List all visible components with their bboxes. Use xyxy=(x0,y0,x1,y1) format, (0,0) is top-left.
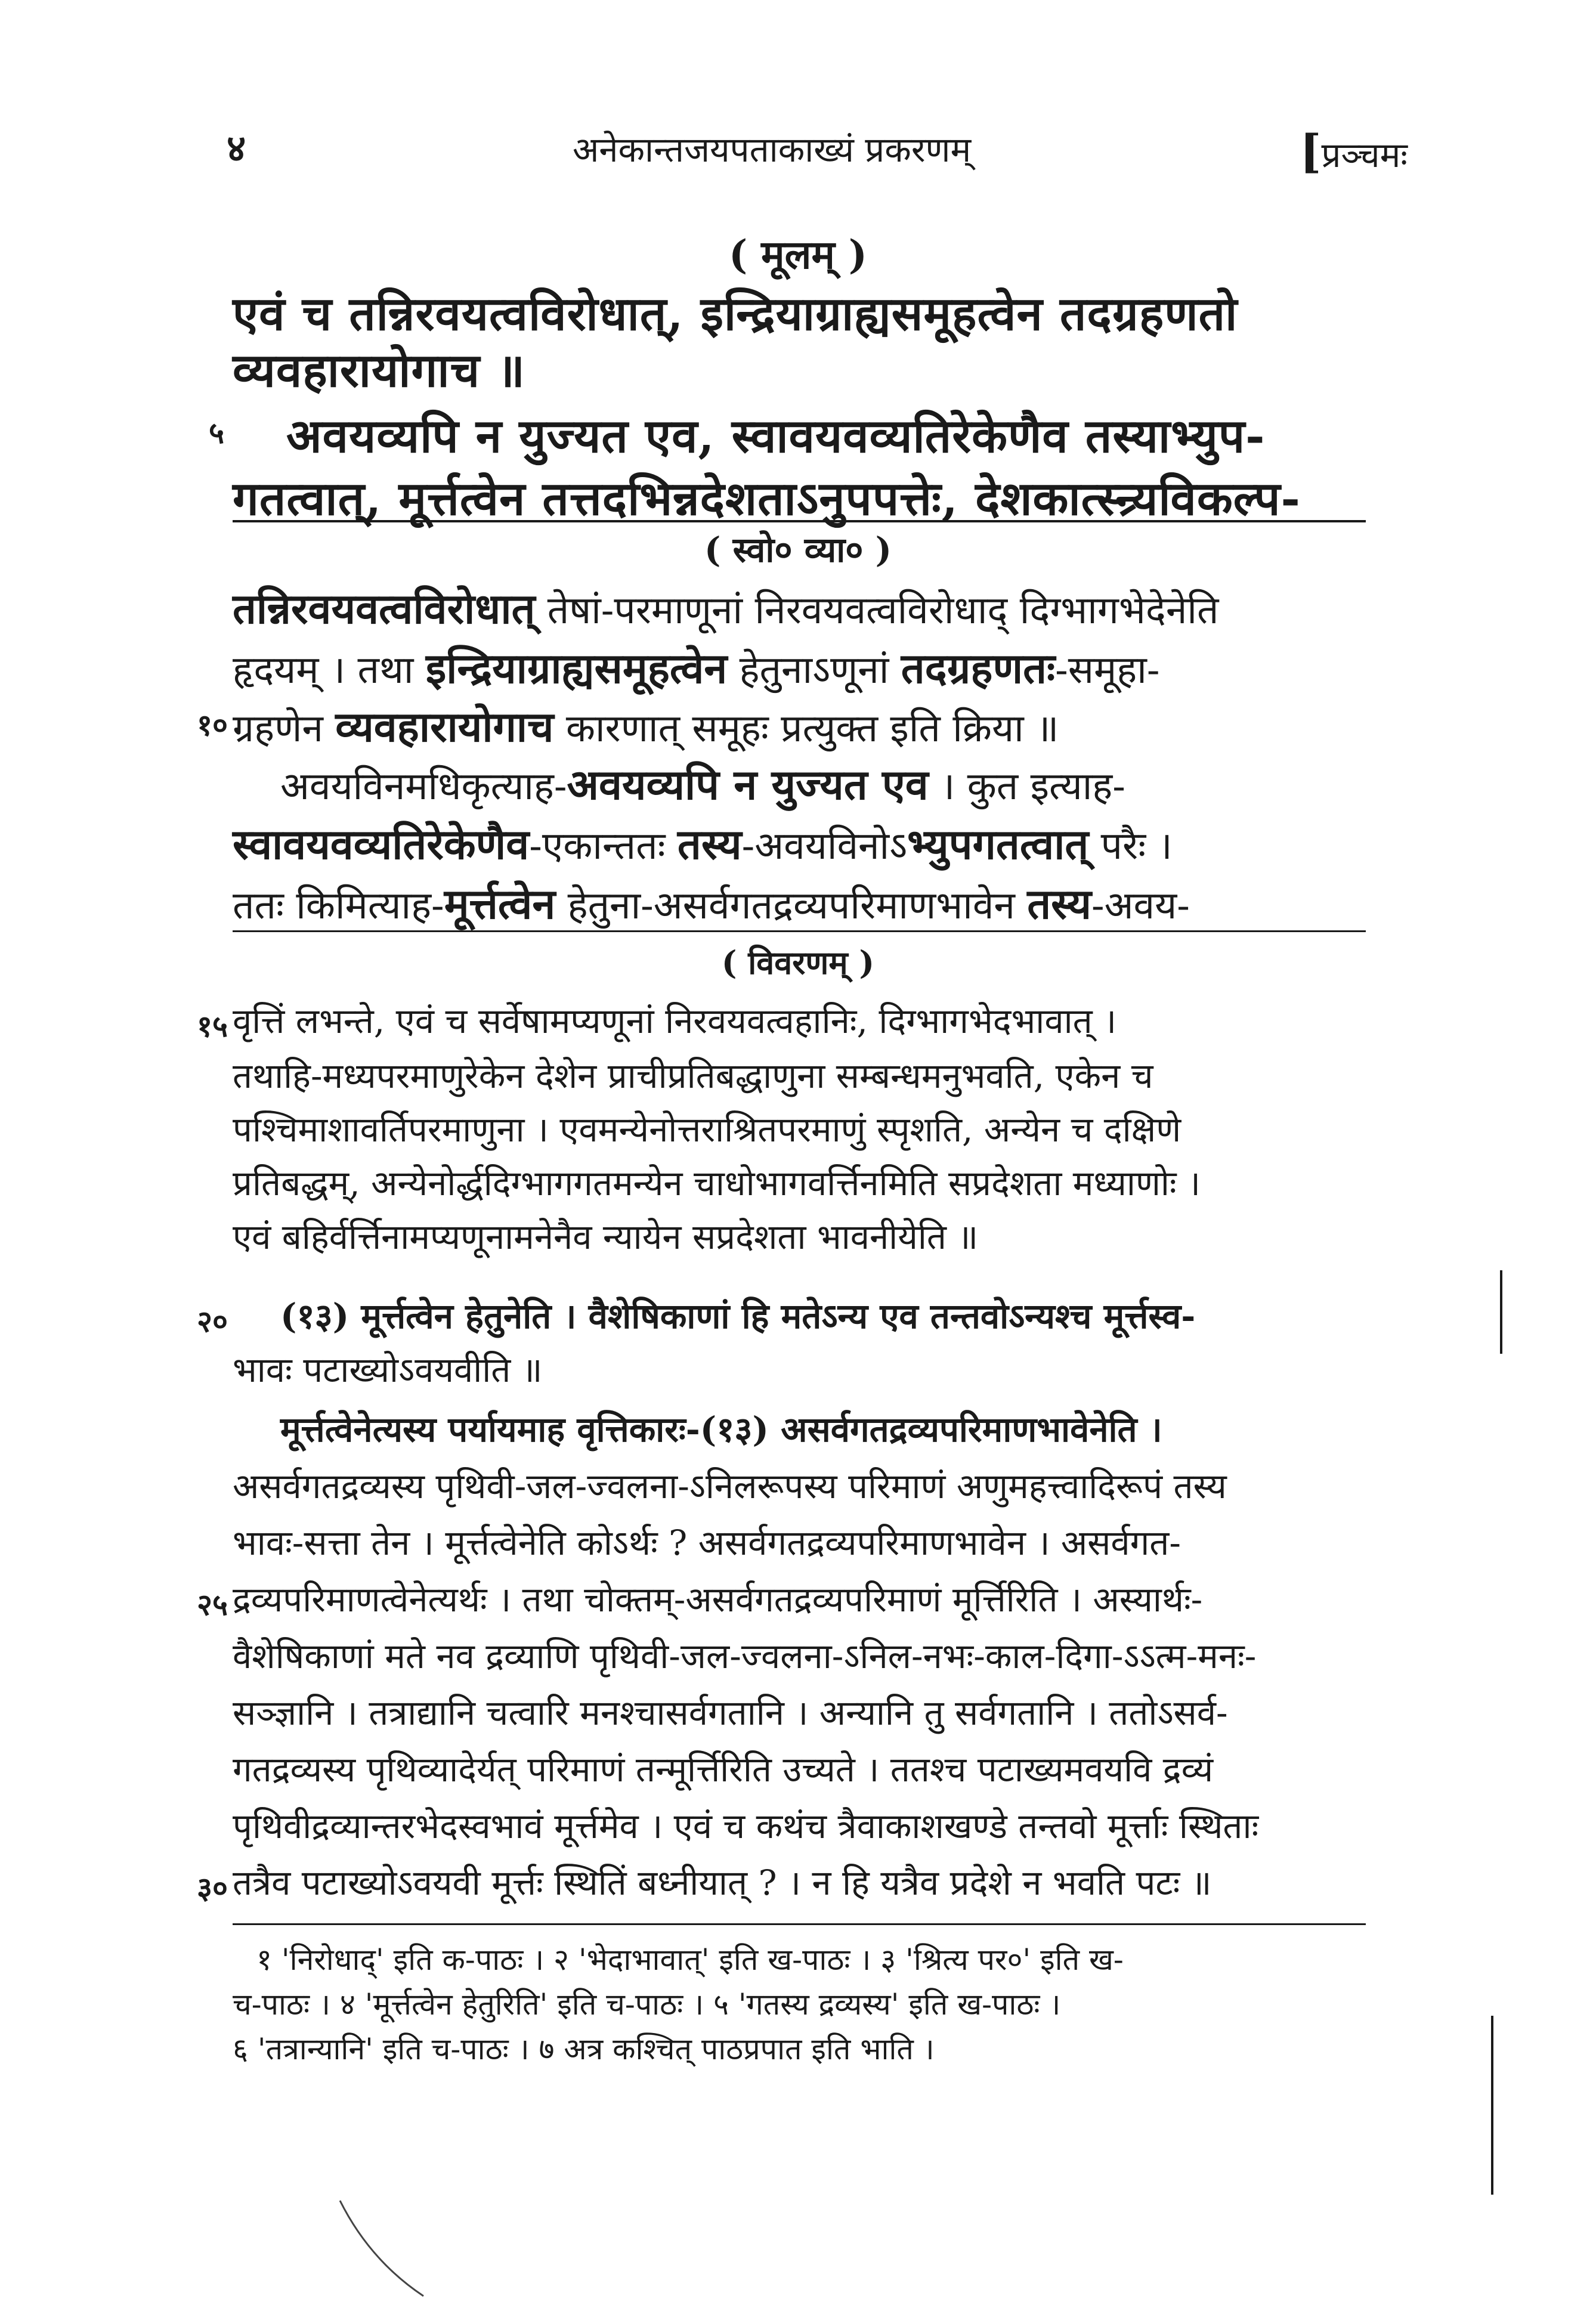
comm-5-c: तस्य xyxy=(677,819,742,869)
line-number-25: २५ xyxy=(197,1587,228,1622)
page-number: ४ xyxy=(227,126,246,170)
viv-line-10: भावः-सत्ता तेन । मूर्त्तत्वेनेति कोऽर्थः ? असर्वगतद्रव्यपरिमाणभावेन । असर्वगत- xyxy=(233,1523,1181,1563)
line-number-15: १५ xyxy=(197,1008,228,1044)
mula-line-2: व्यवहारायोगाच ॥ xyxy=(233,344,525,398)
comm-2-e: -समूहा- xyxy=(1055,648,1160,692)
line-number-20: २० xyxy=(197,1304,228,1339)
comm-5-f: परैः । xyxy=(1088,824,1173,868)
comm-6-a: ततः किमित्याह- xyxy=(233,884,444,928)
comm-6-e: -अवय- xyxy=(1091,884,1190,928)
comm-4-a: अवयविनमधिकृत्याह- xyxy=(280,765,567,809)
comm-5-e: भ्युपगतत्वात् xyxy=(907,819,1089,869)
viv-line-3: पश्चिमाशावर्तिपरमाणुना । एवमन्येनोत्तराश्रितपरमाणुं स्पृशति, अन्येन च दक्षिणे xyxy=(233,1109,1181,1150)
comm-5-b: -एकान्ततः xyxy=(529,824,678,868)
comm-line-4 xyxy=(280,754,1125,812)
running-title: अनेकान्तजयपताकाख्यं प्रकरणम् xyxy=(573,129,972,170)
viv-line-4: प्रतिबद्धम्, अन्येनोर्द्धदिग्भागगतमन्येन चाधोभागवर्त्तिनमिति सप्रदेशता मध्याणोः । xyxy=(233,1163,1201,1203)
comm-6-b: मूर्त्तत्वेन xyxy=(444,879,556,929)
comm-1-bold: तन्निरवयवत्वविरोधात् xyxy=(233,584,536,633)
comm-line-2 xyxy=(233,638,1159,695)
margin-mark-lower xyxy=(1491,2016,1493,2195)
comm-6-d: तस्य xyxy=(1027,879,1091,929)
viv-line-9: असर्वगतद्रव्यस्य पृथिवी-जल-ज्वलना-ऽनिलरूपस्य परिमाणं अणुमहत्त्वादिरूपं तस्य xyxy=(233,1466,1227,1506)
viv-line-11: द्रव्यपरिमाणत्वेनेत्यर्थः । तथा चोक्तम्-असर्वगतद्रव्यपरिमाणं मूर्त्तिरिति । अस्यार्थः- xyxy=(233,1579,1203,1620)
running-header xyxy=(227,122,1408,176)
section-label xyxy=(1300,125,1408,178)
viv-line-8: मूर्त्तत्वेनेत्यस्य पर्यायमाह वृत्तिकारः-(१३) असर्वगतद्रव्यपरिमाणभावेनेति । xyxy=(280,1409,1162,1450)
comm-2-a: हृदयम् । तथा xyxy=(233,648,426,692)
comm-3-c: कारणात् समूहः प्रत्युक्त इति क्रिया ॥ xyxy=(553,707,1059,751)
margin-mark-upper xyxy=(1500,1270,1502,1354)
viv-line-12: वैशेषिकाणां मते नव द्रव्याणि पृथिवी-जल-ज्वलना-ऽनिल-नभः-काल-दिगा-ऽऽत्म-मनः- xyxy=(233,1636,1257,1676)
footnote-rule xyxy=(233,1923,1366,1925)
viv-line-15: पृथिवीद्रव्यान्तरभेदस्वभावं मूर्त्तमेव । एवं च कथंच त्रैवाकाशखण्डे तन्तवो मूर्त्ताः स्थिताः xyxy=(233,1806,1259,1846)
viv-line-7: भावः पटाख्योऽवयवीति ॥ xyxy=(233,1350,543,1390)
vivarana-heading: ( विवरणम् ) xyxy=(721,943,875,982)
viv-line-16: तत्रैव पटाख्योऽवयवी मूर्त्तः स्थितिं बध्नीयात् ? । न हि यत्रैव प्रदेशे न भवति पटः ॥ xyxy=(233,1862,1212,1903)
comm-line-5 xyxy=(233,814,1173,871)
comm-5-d: -अवयविनोऽ xyxy=(741,824,908,868)
comm-5-a: स्वावयवव्यतिरेकेणैव xyxy=(233,819,530,869)
mula-underline xyxy=(233,520,1366,522)
comm-6-c: हेतुना-असर्वगतद्रव्यपरिमाणभावेन xyxy=(555,884,1028,928)
mula-heading: ( मूलम् ) xyxy=(728,231,868,278)
stray-pencil-mark xyxy=(334,2195,429,2302)
viv-line-13: सञ्ज्ञानि । तत्राद्यानि चत्वारि मनश्चासर्वगतानि । अन्यानि तु सर्वगतानि । ततोऽसर्व- xyxy=(233,1693,1228,1733)
mula-line-4: गतत्वात्, मूर्त्तत्वेन तत्तदभिन्नदेशताऽनुपपत्तेः, देशकात्स्न्र्यविकल्प- xyxy=(233,472,1301,526)
comm-line-1 xyxy=(233,578,1218,636)
svopajna-heading: ( स्वो० व्या० ) xyxy=(704,530,892,570)
viv-line-2: तथाहि-मध्यपरमाणुरेकेन देशेन प्राचीप्रतिबद्धाणुना सम्बन्धमनुभवति, एकेन च xyxy=(233,1056,1153,1096)
mula-line-3: अवयव्यपि न युज्यत एव, स्वावयवव्यतिरेकेणैव तस्याभ्युप- xyxy=(286,409,1266,463)
comm-underline xyxy=(233,930,1366,932)
viv-line-1: वृत्तिं लभन्ते, एवं च सर्वेषामप्यणूनां निरवयवत्वहानिः, दिग्भागभेदभावात् । xyxy=(233,1001,1117,1041)
line-number-10: १० xyxy=(197,707,228,742)
comm-2-d: तदग्रहणतः xyxy=(901,643,1056,693)
viv-line-5: एवं बहिर्वर्त्तिनामप्यणूनामनेनैव न्यायेन सप्रदेशता भावनीयेति ॥ xyxy=(233,1217,979,1257)
footnote-line-2: च-पाठः । ४ 'मूर्त्तत्वेन हेतुरिति' इति च-पाठः । ५ 'गतस्य द्रव्यस्य' इति ख-पाठः । xyxy=(233,1987,1061,2022)
comm-3-a: ग्रहणेन xyxy=(233,707,336,751)
viv-line-14: गतद्रव्यस्य पृथिव्यादेर्यत् परिमाणं तन्मूर्त्तिरिति उच्यते । ततश्च पटाख्यमवयवि द्रव्यं xyxy=(233,1749,1214,1790)
line-number-5: ५ xyxy=(209,415,224,450)
viv-line-6: (१३) मूर्त्तत्वेन हेतुनेति । वैशेषिकाणां हि मतेऽन्य एव तन्तवोऽन्यश्च मूर्त्तस्व- xyxy=(280,1296,1196,1336)
comm-4-c: । कुत इत्याह- xyxy=(928,765,1125,809)
section-name: प्रञ्चमः xyxy=(1321,135,1408,175)
comm-line-3 xyxy=(233,697,1059,754)
comm-1-text: तेषां-परमाणूनां निरवयवत्वविरोधाद् दिग्भागभेदेनेति xyxy=(535,589,1219,633)
mula-line-1: एवं च तन्निरवयत्वविरोधात्, इन्द्रियाग्राह्यसमूहत्वेन तदग्रहणतो xyxy=(233,287,1238,341)
comm-line-6 xyxy=(233,874,1190,931)
footnote-line-1: १ 'निरोधाद्' इति क-पाठः । २ 'भेदाभावात्' इति ख-पाठः । ३ 'श्रित्य पर०' इति ख- xyxy=(256,1942,1124,1977)
footnote-line-3: ६ 'तत्रान्यानि' इति च-पाठः । ७ अत्र कश्चित् पाठप्रपात इति भाति । xyxy=(233,2032,935,2066)
section-bracket: [ xyxy=(1300,125,1322,178)
line-number-30: ३० xyxy=(197,1870,228,1905)
comm-2-c: हेतुनाऽणूनां xyxy=(727,648,901,692)
comm-4-b: अवयव्यपि न युज्यत एव xyxy=(567,760,929,809)
comm-2-b: इन्द्रियाग्राह्यसमूहत्वेन xyxy=(425,643,728,693)
comm-3-b: व्यवहारायोगाच xyxy=(335,702,554,751)
